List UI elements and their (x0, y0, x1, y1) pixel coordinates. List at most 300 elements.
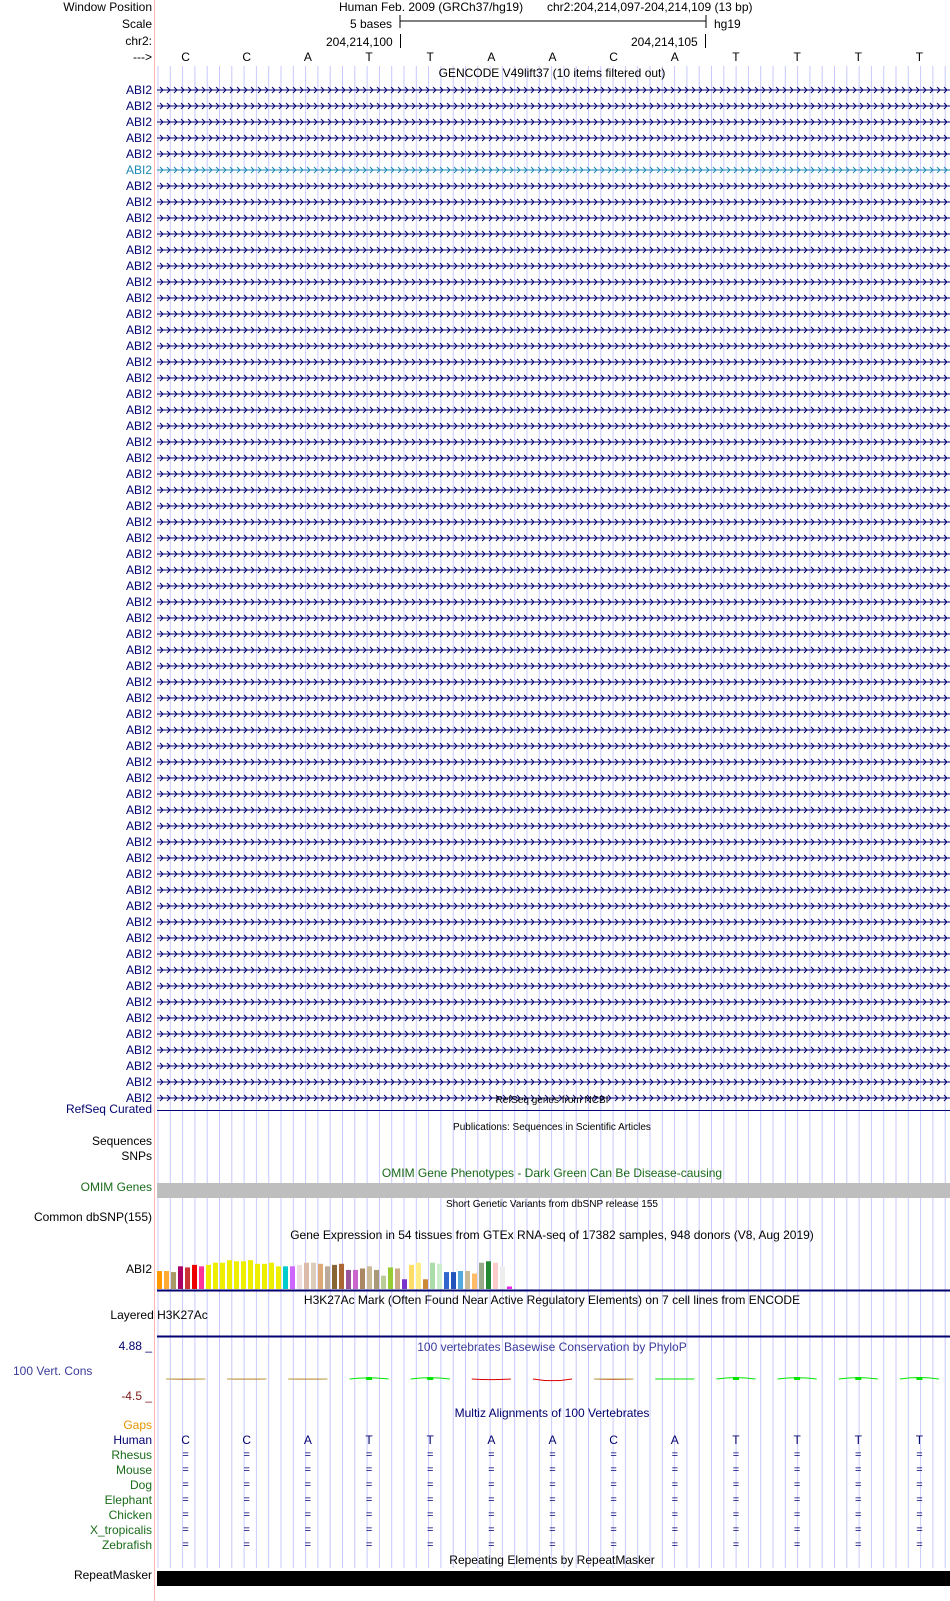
refseq-track-label[interactable]: RefSeq Curated (65, 1102, 152, 1116)
chrom-label: chr2: (125, 34, 152, 48)
repeatmasker-track-label[interactable]: RepeatMasker (73, 1568, 152, 1582)
multiz-match-mark: = (426, 1479, 434, 1491)
gtex-tissue-bar (206, 1265, 211, 1289)
gtex-expression-bars (157, 1260, 512, 1289)
omim-track-title[interactable]: OMIM Gene Phenotypes - Dark Green Can Be Disease-causing (381, 1166, 723, 1180)
multiz-match-mark: = (488, 1464, 495, 1476)
multiz-match-mark: = (549, 1509, 556, 1521)
multiz-match-mark: = (304, 1539, 312, 1551)
gtex-track-title[interactable]: Gene Expression in 54 tissues from GTEx RNA-seq of 17382 samples, 948 donors (V8, Aug 2019) (290, 1228, 814, 1242)
gtex-tissue-bar (416, 1263, 421, 1289)
multiz-human-base: T (915, 1433, 924, 1447)
gencode-transcript-row (157, 823, 950, 829)
gencode-transcript-label[interactable]: ABI2 (125, 291, 152, 305)
gencode-transcript-row (157, 103, 950, 109)
gtex-tissue-bar (367, 1266, 372, 1289)
gencode-transcript-row (157, 599, 950, 605)
multiz-match-mark: = (855, 1509, 862, 1521)
gencode-transcript-label[interactable]: ABI2 (125, 211, 152, 225)
multiz-match-mark: = (365, 1509, 373, 1521)
gencode-transcript-row (157, 327, 950, 333)
gencode-transcript-label[interactable]: ABI2 (125, 195, 152, 209)
gencode-transcript-row (157, 167, 950, 173)
multiz-match-mark: = (426, 1524, 434, 1536)
multiz-match-mark: = (365, 1539, 373, 1551)
multiz-match-mark: = (793, 1449, 801, 1461)
multiz-match-mark: = (610, 1509, 617, 1521)
gencode-transcript-row (157, 407, 950, 413)
gencode-transcript-row (157, 1047, 950, 1053)
multiz-match-mark: = (732, 1509, 740, 1521)
gencode-transcript-row (157, 151, 950, 157)
gencode-transcript-label[interactable]: ABI2 (125, 899, 152, 913)
multiz-match-mark: = (793, 1464, 801, 1476)
gencode-transcript-label[interactable]: ABI2 (125, 131, 152, 145)
gencode-transcript-label[interactable]: ABI2 (125, 1043, 152, 1057)
multiz-match-mark: = (793, 1509, 801, 1521)
gencode-transcript-label[interactable]: ABI2 (125, 163, 152, 177)
gencode-transcript-row (157, 839, 950, 845)
gencode-transcripts (157, 87, 950, 1101)
gencode-transcript-label[interactable]: ABI2 (125, 307, 152, 321)
multiz-match-mark: = (243, 1464, 250, 1476)
multiz-match-mark: = (916, 1539, 923, 1551)
gtex-tissue-bar (402, 1279, 407, 1289)
gencode-transcript-row (157, 695, 950, 701)
multiz-match-mark: = (365, 1479, 373, 1491)
base-letter: A (548, 50, 557, 64)
gencode-transcript-label[interactable]: ABI2 (125, 675, 152, 689)
gencode-transcript-label[interactable]: ABI2 (125, 483, 152, 497)
gencode-transcript-label[interactable]: ABI2 (125, 851, 152, 865)
multiz-match-mark: = (488, 1494, 495, 1506)
publications-label-snps[interactable]: SNPs (121, 1149, 152, 1163)
phylop-scores (166, 1377, 939, 1381)
gencode-transcript-label[interactable]: ABI2 (125, 867, 152, 881)
gencode-transcript-label[interactable]: ABI2 (125, 803, 152, 817)
gtex-tissue-bar (423, 1279, 428, 1289)
gencode-transcript-label[interactable]: ABI2 (125, 595, 152, 609)
multiz-match-mark: = (916, 1479, 923, 1491)
multiz-match-mark: = (793, 1479, 801, 1491)
phylop-track-label[interactable]: 100 Vert. Cons (13, 1364, 93, 1378)
gtex-tissue-bar (227, 1260, 232, 1289)
multiz-match-mark: = (426, 1449, 434, 1461)
gencode-transcript-label[interactable]: ABI2 (125, 371, 152, 385)
multiz-match-mark: = (793, 1494, 801, 1506)
gtex-tissue-bar (353, 1270, 358, 1289)
gencode-transcript-row (157, 983, 950, 989)
gtex-tissue-bar (311, 1263, 316, 1289)
gencode-transcript-label[interactable]: ABI2 (125, 1059, 152, 1073)
gencode-transcript-row (157, 743, 950, 749)
gencode-transcript-label[interactable]: ABI2 (125, 499, 152, 513)
multiz-human-base: A (670, 1433, 679, 1447)
gencode-transcript-row (157, 615, 950, 621)
multiz-track-title[interactable]: Multiz Alignments of 100 Vertebrates (454, 1406, 650, 1420)
multiz-match-mark: = (488, 1449, 495, 1461)
multiz-match-mark: = (732, 1539, 740, 1551)
multiz-match-mark: = (671, 1479, 679, 1491)
multiz-match-mark: = (855, 1464, 862, 1476)
gencode-transcript-row (157, 471, 950, 477)
base-letter: A (670, 50, 679, 64)
gencode-transcript-label[interactable]: ABI2 (125, 1075, 152, 1089)
gencode-transcript-label[interactable]: ABI2 (125, 227, 152, 241)
multiz-match-mark: = (243, 1449, 250, 1461)
multiz-match-mark: = (243, 1509, 250, 1521)
gencode-transcript-label[interactable]: ABI2 (125, 563, 152, 577)
multiz-match-mark: = (855, 1494, 862, 1506)
gencode-transcript-row (157, 951, 950, 957)
gencode-transcript-label[interactable]: ABI2 (125, 963, 152, 977)
gencode-transcript-label[interactable]: ABI2 (125, 979, 152, 993)
h3k27ac-track-title[interactable]: H3K27Ac Mark (Often Found Near Active Regulatory Elements) on 7 cell lines from ENCODE (303, 1293, 801, 1307)
multiz-match-mark: = (732, 1479, 740, 1491)
gencode-track-title[interactable]: GENCODE V49lift37 (10 items filtered out) (438, 66, 666, 80)
gtex-tissue-bar (360, 1268, 365, 1289)
multiz-match-mark: = (243, 1539, 250, 1551)
gencode-transcript-row (157, 1015, 950, 1021)
multiz-match-mark: = (549, 1464, 556, 1476)
multiz-match-mark: = (243, 1494, 250, 1506)
phylop-score-peak (916, 1377, 922, 1380)
gencode-transcript-label[interactable]: ABI2 (125, 419, 152, 433)
base-letter: C (242, 50, 252, 64)
refseq-track-title[interactable]: RefSeq genes from NCBI (495, 1095, 609, 1106)
multiz-match-mark: = (549, 1494, 556, 1506)
gencode-transcript-row (157, 487, 950, 493)
gencode-transcript-label[interactable]: ABI2 (125, 467, 152, 481)
gtex-tissue-bar (395, 1268, 400, 1289)
multiz-species-label[interactable]: X_tropicalis (89, 1523, 152, 1537)
base-letter: C (181, 50, 190, 64)
phylop-score-mark (472, 1379, 511, 1380)
gtex-tissue-bar (339, 1264, 344, 1289)
gtex-tissue-bar (451, 1272, 456, 1289)
multiz-match-mark: = (488, 1479, 495, 1491)
multiz-match-mark: = (732, 1494, 740, 1506)
multiz-match-mark: = (182, 1449, 189, 1461)
multiz-human-base: T (365, 1433, 373, 1447)
coord-right: 204,214,105 (631, 35, 698, 49)
multiz-match-mark: = (916, 1494, 923, 1506)
gencode-transcript-row (157, 1063, 950, 1069)
gencode-transcript-label[interactable]: ABI2 (125, 691, 152, 705)
multiz-match-mark: = (610, 1449, 617, 1461)
multiz-match-mark: = (488, 1509, 495, 1521)
multiz-species-label[interactable]: Rhesus (111, 1448, 152, 1462)
gtex-tissue-bar (318, 1264, 323, 1289)
multiz-match-mark: = (916, 1524, 923, 1536)
gencode-transcript-row (157, 311, 950, 317)
gencode-transcript-row (157, 519, 950, 525)
gencode-transcript-row (157, 279, 950, 285)
multiz-match-mark: = (855, 1449, 862, 1461)
gencode-transcript-label[interactable]: ABI2 (125, 755, 152, 769)
gencode-transcript-row (157, 999, 950, 1005)
phylop-track-title[interactable]: 100 vertebrates Basewise Conservation by PhyloP (417, 1340, 687, 1354)
multiz-match-mark: = (671, 1539, 679, 1551)
gtex-tissue-bar (283, 1266, 288, 1289)
multiz-match-mark: = (916, 1509, 923, 1521)
gencode-transcript-label[interactable]: ABI2 (125, 579, 152, 593)
gtex-tissue-bar (157, 1271, 162, 1289)
gencode-transcript-label[interactable]: ABI2 (125, 179, 152, 193)
multiz-match-mark: = (182, 1494, 189, 1506)
publications-label-sequences[interactable]: Sequences (91, 1134, 152, 1148)
gtex-tissue-bar (437, 1264, 442, 1289)
gencode-transcript-label[interactable]: ABI2 (125, 995, 152, 1009)
gencode-transcript-label[interactable]: ABI2 (125, 451, 152, 465)
h3k27ac-track-label[interactable]: Layered H3K27Ac (110, 1308, 208, 1322)
multiz-match-mark: = (426, 1509, 434, 1521)
gencode-transcript-label[interactable]: ABI2 (125, 819, 152, 833)
gtex-tissue-bar (374, 1270, 379, 1289)
dbsnp-track-title[interactable]: Short Genetic Variants from dbSNP release 155 (446, 1199, 658, 1210)
gencode-transcript-label[interactable]: ABI2 (125, 739, 152, 753)
gencode-transcript-row (157, 199, 950, 205)
gtex-tissue-bar (164, 1271, 169, 1289)
gtex-tissue-bar (325, 1266, 330, 1289)
gencode-transcript-label[interactable]: ABI2 (125, 547, 152, 561)
gencode-transcript-row (157, 439, 950, 445)
multiz-match-mark: = (488, 1524, 495, 1536)
gencode-transcript-label[interactable]: ABI2 (125, 787, 152, 801)
gtex-tissue-bar (332, 1265, 337, 1289)
gtex-tissue-bar (388, 1267, 393, 1289)
coord-left: 204,214,100 (326, 35, 393, 49)
gencode-transcript-row (157, 583, 950, 589)
multiz-match-mark: = (732, 1524, 740, 1536)
gencode-transcript-label[interactable]: ABI2 (125, 275, 152, 289)
multiz-match-mark: = (304, 1479, 312, 1491)
gaps-label: Gaps (123, 1418, 152, 1432)
gencode-transcript-row (157, 215, 950, 221)
gtex-tissue-bar (255, 1264, 260, 1289)
gencode-transcript-label[interactable]: ABI2 (125, 723, 152, 737)
gencode-transcript-row (157, 935, 950, 941)
gencode-transcript-label[interactable]: ABI2 (125, 883, 152, 897)
gencode-transcript-row (157, 503, 950, 509)
gencode-transcript-label[interactable]: ABI2 (125, 931, 152, 945)
multiz-match-mark: = (793, 1539, 801, 1551)
multiz-match-mark: = (182, 1509, 189, 1521)
gencode-transcript-row (157, 135, 950, 141)
multiz-match-mark: = (671, 1509, 679, 1521)
multiz-match-mark: = (549, 1524, 556, 1536)
multiz-species-label[interactable]: Zebrafish (101, 1538, 152, 1552)
multiz-human-base: T (793, 1433, 801, 1447)
gencode-transcript-row (157, 295, 950, 301)
multiz-human-base: T (732, 1433, 740, 1447)
multiz-match-mark: = (304, 1524, 312, 1536)
gtex-tissue-bar (248, 1260, 253, 1289)
gencode-transcript-label[interactable]: ABI2 (125, 259, 152, 273)
gencode-transcript-row (157, 423, 950, 429)
base-letter: A (487, 50, 496, 64)
publications-track-title[interactable]: Publications: Sequences in Scientific Articles (453, 1122, 651, 1133)
gencode-transcript-label[interactable]: ABI2 (125, 355, 152, 369)
gencode-transcript-row (157, 679, 950, 685)
gtex-tissue-bar (297, 1265, 302, 1289)
gencode-transcript-label[interactable]: ABI2 (125, 627, 152, 641)
dbsnp-track-label[interactable]: Common dbSNP(155) (33, 1210, 152, 1224)
gencode-transcript-label[interactable]: ABI2 (125, 643, 152, 657)
gencode-transcript-label[interactable]: ABI2 (125, 147, 152, 161)
gencode-transcript-label[interactable]: ABI2 (125, 611, 152, 625)
gencode-transcript-row (157, 87, 950, 93)
gencode-transcript-row (157, 855, 950, 861)
scale-label: Scale (121, 17, 152, 31)
gencode-transcript-label[interactable]: ABI2 (125, 99, 152, 113)
multiz-match-mark: = (793, 1524, 801, 1536)
gencode-transcript-row (157, 647, 950, 653)
gencode-transcript-row (157, 1031, 950, 1037)
repeatmasker-track-title[interactable]: Repeating Elements by RepeatMasker (449, 1553, 655, 1567)
multiz-match-mark: = (182, 1464, 189, 1476)
multiz-species-label[interactable]: Human (113, 1433, 152, 1447)
gencode-transcript-row (157, 551, 950, 557)
omim-track-label[interactable]: OMIM Genes (80, 1180, 152, 1194)
multiz-match-mark: = (182, 1524, 189, 1536)
multiz-match-mark: = (426, 1539, 434, 1551)
gencode-transcript-label[interactable]: ABI2 (125, 323, 152, 337)
gtex-tissue-bar (458, 1271, 463, 1289)
multiz-human-base: A (303, 1433, 312, 1447)
gencode-transcript-label[interactable]: ABI2 (125, 947, 152, 961)
gencode-transcript-row (157, 791, 950, 797)
gtex-tissue-bar (500, 1266, 505, 1289)
gtex-tissue-bar (241, 1261, 246, 1289)
gencode-transcript-label[interactable]: ABI2 (125, 115, 152, 129)
gencode-transcript-label[interactable]: ABI2 (125, 915, 152, 929)
gtex-tissue-bar (486, 1261, 491, 1289)
gencode-transcript-label[interactable]: ABI2 (125, 771, 152, 785)
gencode-transcript-row (157, 887, 950, 893)
gencode-transcript-row (157, 967, 950, 973)
multiz-match-mark: = (365, 1449, 373, 1461)
multiz-match-mark: = (916, 1449, 923, 1461)
multiz-match-mark: = (243, 1479, 250, 1491)
gencode-transcript-row (157, 727, 950, 733)
gencode-transcript-label[interactable]: ABI2 (125, 659, 152, 673)
multiz-match-mark: = (182, 1539, 189, 1551)
gencode-transcript-row (157, 247, 950, 253)
position-text: chr2:204,214,097-204,214,109 (13 bp) (547, 0, 753, 14)
multiz-species-label[interactable]: Mouse (115, 1463, 152, 1477)
base-letter: A (303, 50, 312, 64)
strand-label: ---> (133, 50, 152, 64)
multiz-species-label[interactable]: Elephant (104, 1493, 152, 1507)
multiz-species-label[interactable]: Chicken (108, 1508, 152, 1522)
phylop-score-peak (366, 1377, 372, 1380)
multiz-match-mark: = (610, 1539, 617, 1551)
gencode-transcript-label[interactable]: ABI2 (125, 243, 152, 257)
gencode-transcript-row (157, 343, 950, 349)
gencode-transcript-label[interactable]: ABI2 (125, 387, 152, 401)
multiz-match-mark: = (426, 1494, 434, 1506)
multiz-match-mark: = (304, 1509, 312, 1521)
gencode-transcript-label[interactable]: ABI2 (125, 1091, 152, 1105)
multiz-match-mark: = (610, 1494, 617, 1506)
gencode-transcript-row (157, 359, 950, 365)
gtex-tissue-bar (290, 1266, 295, 1289)
gtex-tissue-bar (507, 1286, 512, 1289)
gtex-tissue-bar (472, 1274, 477, 1289)
phylop-score-peak (733, 1377, 739, 1380)
multiz-human-base: T (854, 1433, 862, 1447)
gtex-tissue-bar (269, 1263, 274, 1289)
multiz-match-mark: = (732, 1449, 740, 1461)
gencode-transcript-label[interactable]: ABI2 (125, 339, 152, 353)
window-position-label: Window Position (63, 0, 152, 14)
gtex-gene-label[interactable]: ABI2 (125, 1262, 152, 1276)
gtex-tissue-bar (381, 1276, 386, 1289)
base-letter: T (732, 50, 740, 64)
gencode-transcript-label[interactable]: ABI2 (125, 403, 152, 417)
multiz-species-label[interactable]: Dog (129, 1478, 152, 1492)
multiz-human-base: C (609, 1433, 618, 1447)
multiz-match-mark: = (304, 1494, 312, 1506)
gencode-transcript-row (157, 807, 950, 813)
base-letter: C (609, 50, 618, 64)
gtex-tissue-bar (262, 1264, 267, 1289)
gencode-transcript-row (157, 567, 950, 573)
multiz-match-mark: = (243, 1524, 250, 1536)
gencode-transcript-label[interactable]: ABI2 (125, 707, 152, 721)
gencode-transcript-row (157, 535, 950, 541)
multiz-match-mark: = (855, 1524, 862, 1536)
gencode-transcript-label[interactable]: ABI2 (125, 435, 152, 449)
multiz-human-base: C (181, 1433, 190, 1447)
gencode-transcript-row (157, 183, 950, 189)
gencode-transcript-label[interactable]: ABI2 (125, 1027, 152, 1041)
multiz-match-mark: = (365, 1494, 373, 1506)
gtex-tissue-bar (171, 1272, 176, 1289)
gencode-transcript-label[interactable]: ABI2 (125, 835, 152, 849)
multiz-human-base: C (242, 1433, 252, 1447)
multiz-match-mark: = (671, 1449, 679, 1461)
multiz-match-mark: = (855, 1479, 862, 1491)
multiz-match-mark: = (732, 1464, 740, 1476)
gencode-transcript-row (157, 375, 950, 381)
multiz-match-mark: = (610, 1464, 617, 1476)
gtex-tissue-bar (192, 1265, 197, 1289)
gencode-transcript-row (157, 119, 950, 125)
omim-phenotype-bar (157, 1183, 950, 1198)
gencode-transcript-row (157, 775, 950, 781)
gencode-transcript-label[interactable]: ABI2 (125, 1011, 152, 1025)
gtex-tissue-bar (479, 1263, 484, 1289)
gtex-tissue-bar (304, 1263, 309, 1289)
gtex-tissue-bar (234, 1261, 239, 1289)
multiz-match-mark: = (671, 1464, 679, 1476)
gencode-transcript-label[interactable]: ABI2 (125, 83, 152, 97)
multiz-match-mark: = (671, 1524, 679, 1536)
multiz-match-mark: = (610, 1524, 617, 1536)
gencode-transcript-label[interactable]: ABI2 (125, 531, 152, 545)
gencode-transcript-label[interactable]: ABI2 (125, 515, 152, 529)
base-letter: T (854, 50, 862, 64)
gencode-transcript-row (157, 759, 950, 765)
gencode-transcript-row (157, 663, 950, 669)
gencode-transcript-row (157, 231, 950, 237)
multiz-match-mark: = (549, 1479, 556, 1491)
gtex-tissue-bar (346, 1270, 351, 1289)
phylop-score-peak (855, 1377, 861, 1380)
multiz-human-base: T (426, 1433, 434, 1447)
